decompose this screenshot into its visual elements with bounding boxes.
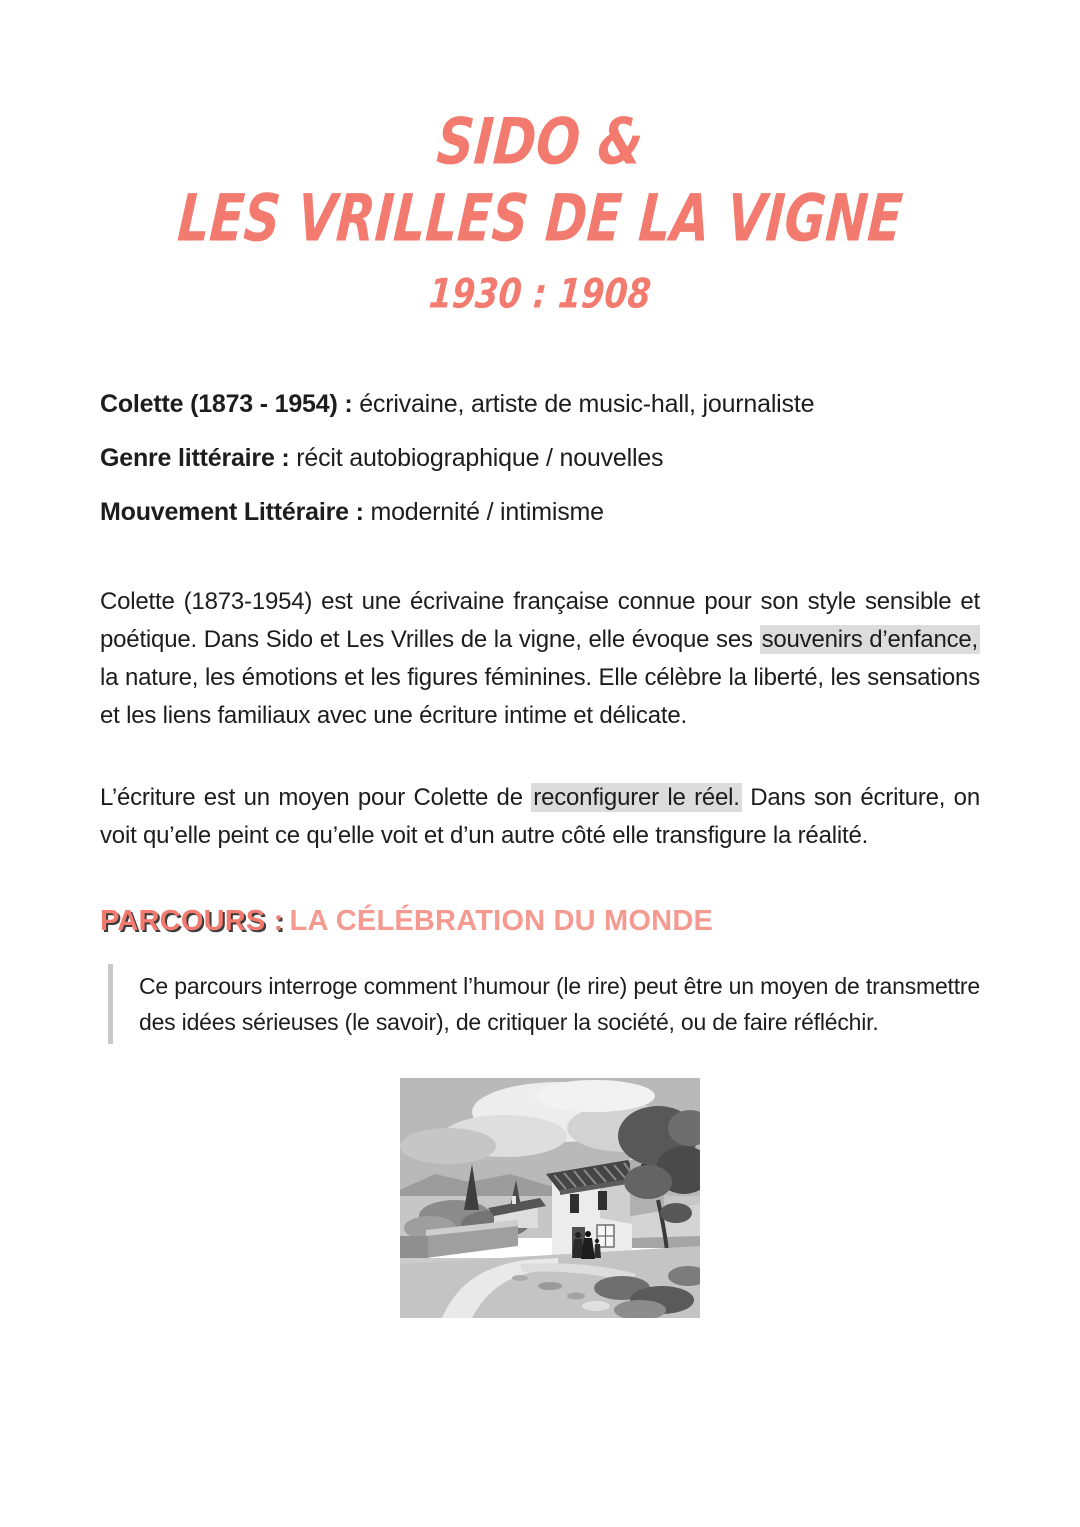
meta-value-mouvement: modernité / intimisme (363, 498, 604, 527)
meta-label-genre: Genre littéraire : (100, 444, 290, 473)
parcours-theme: LA CÉLÉBRATION DU MONDE (289, 905, 714, 938)
painting-figure (400, 1078, 700, 1318)
page-subtitle-dates: 1930 : 1908 (427, 270, 653, 318)
paragraph-intro (100, 583, 980, 735)
meta-row-author (100, 389, 980, 419)
provencal-house-painting-image (400, 1078, 700, 1318)
page-title-line2: LES VRILLES DE LA VIGNE (175, 180, 905, 257)
title-block (100, 105, 980, 318)
meta-label-author: Colette (1873 - 1954) : (100, 390, 353, 419)
meta-row-mouvement (100, 497, 980, 527)
paragraph-ecriture (100, 779, 980, 855)
highlight-souvenirs-enfance: souvenirs d’enfance, (761, 626, 979, 654)
p1-text-before: Colette (1873-1954) est une écrivaine française connue pour son style sensible et poétique. Dans Sido et Les Vrilles de la vigne, elle évoque ses (100, 588, 980, 654)
highlight-reconfigurer-reel: reconfigurer le réel. (533, 784, 740, 812)
parcours-label: PARCOURS (100, 905, 266, 938)
meta-section (100, 389, 980, 527)
p2-text-before: L’écriture est un moyen pour Colette de (100, 784, 532, 812)
meta-row-genre (100, 443, 980, 473)
p2-text-after: Dans son écriture, on voit qu’elle peint ce qu’elle voit et d’un autre côté elle transfigure la réalité. (100, 784, 980, 850)
parcours-quote: Ce parcours interroge comment l’humour (le rire) peut être un moyen de transmettre des idées sérieuses (le savoir), de critiquer la société, ou de faire réfléchir. (108, 964, 980, 1044)
meta-value-genre: récit autobiographique / nouvelles (289, 444, 664, 473)
page-title-line1: SIDO & (434, 105, 646, 180)
p1-text-after: la nature, les émotions et les figures féminines. Elle célèbre la liberté, les sensations et les liens familiaux avec une écriture intime et délicate. (100, 664, 980, 730)
meta-value-author: écrivaine, artiste de music-hall, journaliste (352, 390, 815, 419)
body-text (100, 583, 980, 855)
parcours-heading (100, 905, 980, 938)
parcours-colon: : (265, 905, 284, 938)
meta-label-mouvement: Mouvement Littéraire : (100, 498, 364, 527)
